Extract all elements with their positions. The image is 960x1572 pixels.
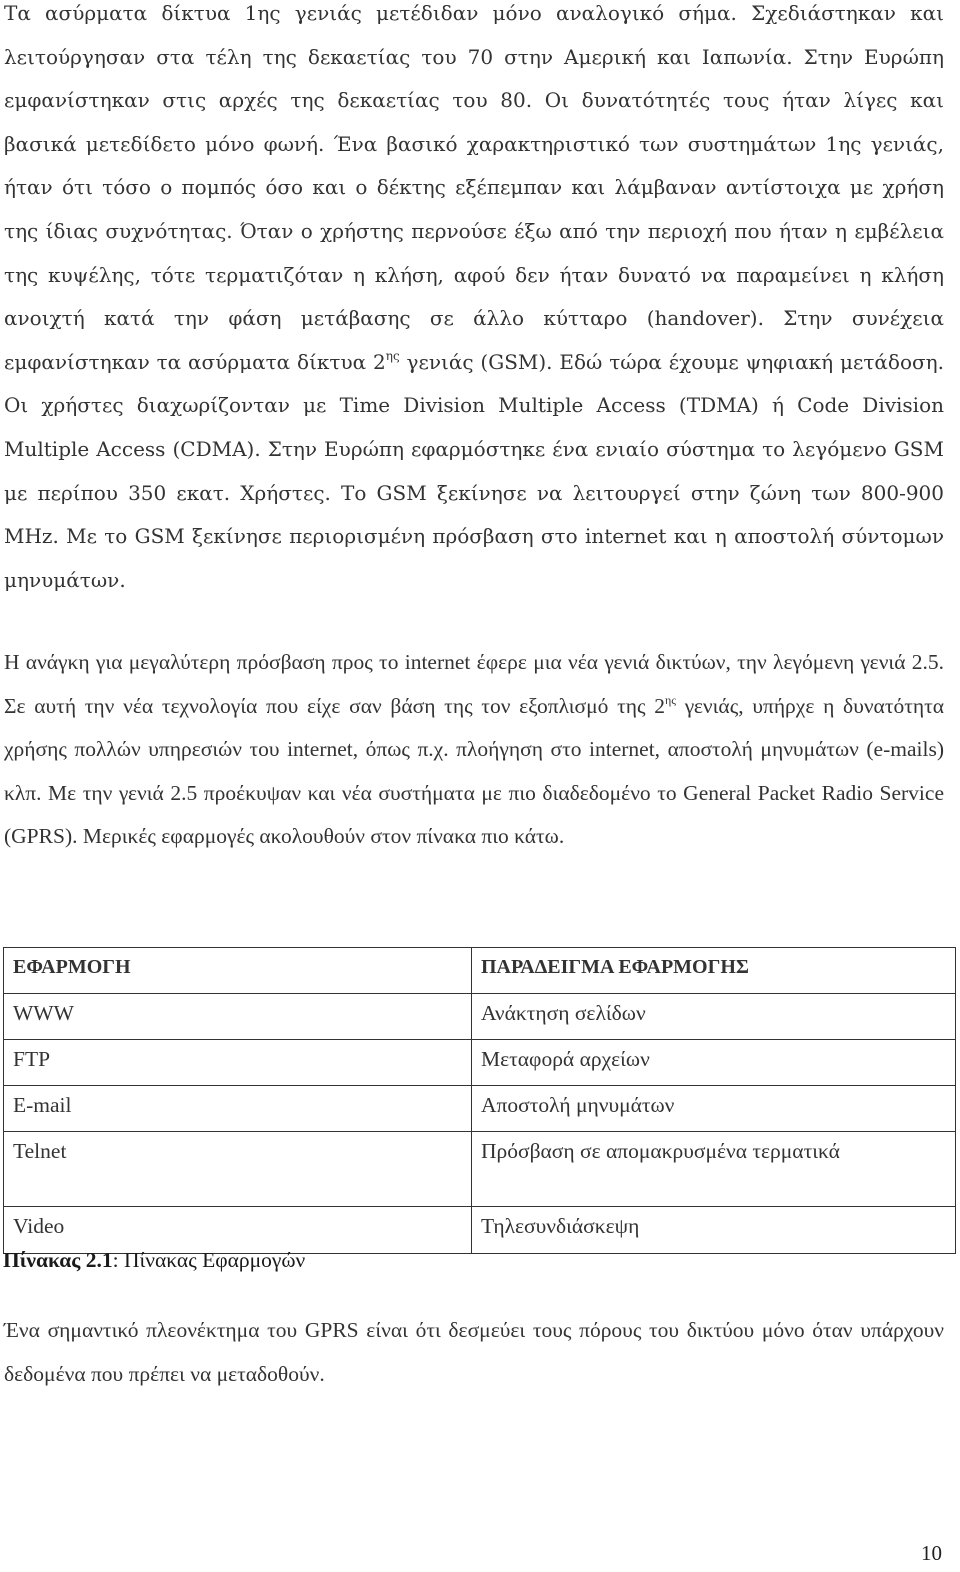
superscript: ης [665, 692, 677, 707]
table-caption-label: Πίνακας 2.1 [3, 1248, 113, 1272]
table-cell: Telnet [4, 1132, 472, 1207]
paragraph-first-generation [4, 0, 944, 602]
table-row [4, 994, 956, 1040]
applications-table [3, 947, 956, 1254]
table-cell: Μεταφορά αρχείων [472, 1040, 956, 1086]
table-cell: Video [4, 1207, 472, 1254]
page-number: 10 [921, 1541, 942, 1565]
table-row [4, 1086, 956, 1132]
table-cell: E-mail [4, 1086, 472, 1132]
table-header-cell: ΠΑΡΑΔΕΙΓΜΑ ΕΦΑΡΜΟΓΗΣ [472, 948, 956, 994]
paragraph-text: γενιάς (GSM). Εδώ τώρα έχουμε ψηφιακή μετάδοση. Οι χρήστες διαχωρίζονταν με Time Division Multiple Access (TDMA) ή Code Division Multiple Access (CDMA). Στην Ευρώπη εφαρμόστηκε ένα ενιαίο σύστημα το λεγόμενο GSM με περίπου 350 εκατ. Χρήστες. Το GSM ξεκίνησε να λειτουργεί στην ζώνη των 800-900 MHz. Με το GSM ξεκίνησε περιορισμένη πρόσβαση στο internet και η αποστολή σύντομων μηνυμάτων. [4, 349, 944, 592]
table-cell: Πρόσβαση σε απομακρυσμένα τερματικά [472, 1132, 956, 1207]
paragraph-text: Η ανάγκη για μεγαλύτερη πρόσβαση προς το internet έφερε μια νέα γενιά δικτύων, την λεγόμενη γενιά 2.5. Σε αυτή την νέα τεχνολογία που είχε σαν βάση της τον εξοπλισμό της 2 [4, 650, 944, 718]
table-cell: Ανάκτηση σελίδων [472, 994, 956, 1040]
table-cell: Τηλεσυνδιάσκεψη [472, 1207, 956, 1254]
table-header-row [4, 948, 956, 994]
table-row [4, 1132, 956, 1207]
table-caption-text: : Πίνακας Εφαρμογών [112, 1248, 306, 1272]
paragraph-generation-2-5 [4, 641, 944, 859]
superscript: ης [385, 348, 400, 363]
paragraph-text: Τα ασύρματα δίκτυα 1ης γενιάς μετέδιδαν μόνο αναλογικό σήμα. Σχεδιάστηκαν και λειτούργησαν στα τέλη της δεκαετίας του 70 στην Αμερική και Ιαπωνία. Στην Ευρώπη εμφανίστηκαν στις αρχές της δεκαετίας του 80. Οι δυνατότητές τους ήταν λίγες και βασικά μετεδίδετο μόνο φωνή. Ένα βασικό χαρακτηριστικό των συστημάτων 1ης γενιάς, ήταν ότι τόσο ο πομπός όσο και ο δέκτης εξέπεμπαν και λάμβαναν αντίστοιχα με χρήση της ίδιας συχνότητας. Όταν ο χρήστης περνούσε έξω από την περιοχή που ήταν η εμβέλεια της κυψέλης, τότε τερματιζόταν η κλήση, αφού δεν ήταν δυνατό να παραμείνει η κλήση ανοιχτή κατά την φάση μετάβασης σε άλλο κύτταρο (handover). Στην συνέχεια εμφανίστηκαν τα ασύρματα δίκτυα 2 [4, 1, 944, 374]
table-cell: Αποστολή μηνυμάτων [472, 1086, 956, 1132]
table-row [4, 1040, 956, 1086]
table-header-cell: ΕΦΑΡΜΟΓΗ [4, 948, 472, 994]
paragraph-gprs-advantage: Ένα σημαντικό πλεονέκτημα του GPRS είναι ότι δεσμεύει τους πόρους του δικτύου μόνο όταν υπάρχουν δεδομένα που πρέπει να μεταδοθούν. [4, 1318, 944, 1386]
paragraph-text: γενιάς, υπήρχε η δυνατότητα χρήσης πολλών υπηρεσιών του internet, όπως π.χ. πλοήγηση στο internet, αποστολή μηνυμάτων (e-mails) κλπ. Με την γενιά 2.5 προέκυψαν και νέα συστήματα με πιο διαδεδομένο το General Packet Radio Service (GPRS). Μερικές εφαρμογές ακολουθούν στον πίνακα πιο κάτω. [4, 693, 945, 849]
table-cell: WWW [4, 994, 472, 1040]
table-cell: FTP [4, 1040, 472, 1086]
table-caption [3, 1245, 305, 1275]
